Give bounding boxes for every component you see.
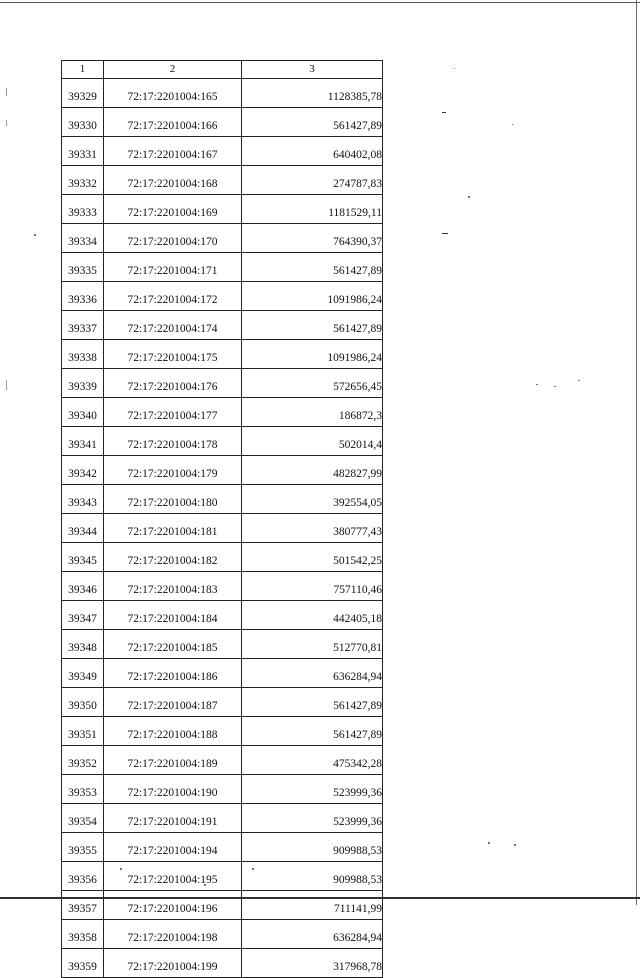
table-row	[62, 543, 383, 572]
scan-mark	[442, 112, 446, 113]
row-number: 39344	[62, 514, 104, 543]
cadastral-value: 317968,78	[242, 949, 383, 978]
cadastral-value-table	[61, 60, 383, 978]
cadastral-number: 72:17:2201004:180	[104, 485, 242, 514]
cadastral-value: 274787,83	[242, 166, 383, 195]
cadastral-number: 72:17:2201004:177	[104, 398, 242, 427]
cadastral-value: 512770,81	[242, 630, 383, 659]
table-row	[62, 282, 383, 311]
cadastral-value: 1091986,24	[242, 340, 383, 369]
cadastral-number: 72:17:2201004:172	[104, 282, 242, 311]
cadastral-value: 475342,28	[242, 746, 383, 775]
table-row	[62, 79, 383, 108]
cadastral-number: 72:17:2201004:182	[104, 543, 242, 572]
cadastral-value: 711141,99	[242, 891, 383, 920]
cadastral-value: 392554,05	[242, 485, 383, 514]
table-row	[62, 456, 383, 485]
cadastral-number: 72:17:2201004:174	[104, 311, 242, 340]
row-number: 39353	[62, 775, 104, 804]
scan-speck	[554, 386, 556, 387]
row-number: 39358	[62, 920, 104, 949]
row-number: 39333	[62, 195, 104, 224]
row-number: 39351	[62, 717, 104, 746]
row-number: 39330	[62, 108, 104, 137]
table-row	[62, 137, 383, 166]
cadastral-number: 72:17:2201004:190	[104, 775, 242, 804]
scan-speck	[512, 124, 513, 125]
cadastral-value: 186872,3	[242, 398, 383, 427]
scan-mark	[6, 88, 7, 96]
cadastral-value: 561427,89	[242, 253, 383, 282]
row-number: 39354	[62, 804, 104, 833]
scan-speck	[468, 196, 470, 198]
cadastral-number: 72:17:2201004:168	[104, 166, 242, 195]
cadastral-number: 72:17:2201004:199	[104, 949, 242, 978]
page-right-edge	[636, 0, 637, 905]
table-row	[62, 514, 383, 543]
table-row	[62, 717, 383, 746]
row-number: 39349	[62, 659, 104, 688]
table-row	[62, 630, 383, 659]
cadastral-number: 72:17:2201004:169	[104, 195, 242, 224]
table-header-row	[62, 61, 383, 79]
cadastral-value: 502014,4	[242, 427, 383, 456]
row-number: 39350	[62, 688, 104, 717]
row-number: 39338	[62, 340, 104, 369]
table-row	[62, 398, 383, 427]
cadastral-value: 764390,37	[242, 224, 383, 253]
cadastral-value: 1181529,11	[242, 195, 383, 224]
row-number: 39346	[62, 572, 104, 601]
table-row	[62, 775, 383, 804]
table-row	[62, 485, 383, 514]
table-row	[62, 253, 383, 282]
table-row	[62, 891, 383, 920]
cadastral-value: 909988,53	[242, 833, 383, 862]
cadastral-value: 523999,36	[242, 804, 383, 833]
row-number: 39340	[62, 398, 104, 427]
row-number: 39343	[62, 485, 104, 514]
table-row	[62, 746, 383, 775]
row-number: 39345	[62, 543, 104, 572]
cadastral-value: 523999,36	[242, 775, 383, 804]
table-row	[62, 862, 383, 891]
row-number: 39341	[62, 427, 104, 456]
row-number: 39334	[62, 224, 104, 253]
scan-mark	[6, 120, 7, 126]
table-row	[62, 659, 383, 688]
cadastral-number: 72:17:2201004:191	[104, 804, 242, 833]
table-row	[62, 340, 383, 369]
page-top-border	[0, 2, 640, 3]
column-header-1: 1	[62, 61, 104, 79]
cadastral-value: 501542,25	[242, 543, 383, 572]
row-number: 39359	[62, 949, 104, 978]
cadastral-number: 72:17:2201004:185	[104, 630, 242, 659]
cadastral-value: 1091986,24	[242, 282, 383, 311]
scan-speck	[488, 842, 490, 844]
cadastral-value: 572656,45	[242, 369, 383, 398]
cadastral-value: 561427,89	[242, 108, 383, 137]
cadastral-number: 72:17:2201004:166	[104, 108, 242, 137]
cadastral-number: 72:17:2201004:175	[104, 340, 242, 369]
cadastral-number: 72:17:2201004:194	[104, 833, 242, 862]
row-number: 39356	[62, 862, 104, 891]
scan-mark	[442, 233, 448, 234]
scan-speck	[514, 844, 516, 846]
row-number: 39332	[62, 166, 104, 195]
cadastral-number: 72:17:2201004:195	[104, 862, 242, 891]
cadastral-value: 561427,89	[242, 688, 383, 717]
row-number: 39357	[62, 891, 104, 920]
cadastral-number: 72:17:2201004:178	[104, 427, 242, 456]
table-row	[62, 572, 383, 601]
cadastral-number: 72:17:2201004:189	[104, 746, 242, 775]
scan-speck	[578, 380, 580, 381]
row-number: 39337	[62, 311, 104, 340]
table-row	[62, 224, 383, 253]
cadastral-value: 561427,89	[242, 311, 383, 340]
cadastral-number: 72:17:2201004:186	[104, 659, 242, 688]
row-number: 39347	[62, 601, 104, 630]
row-number: 39336	[62, 282, 104, 311]
column-header-3: 3	[242, 61, 383, 79]
cadastral-number: 72:17:2201004:183	[104, 572, 242, 601]
table-row	[62, 804, 383, 833]
table-row	[62, 108, 383, 137]
cadastral-number: 72:17:2201004:167	[104, 137, 242, 166]
table-row	[62, 833, 383, 862]
row-number: 39339	[62, 369, 104, 398]
cadastral-number: 72:17:2201004:187	[104, 688, 242, 717]
cadastral-value: 561427,89	[242, 717, 383, 746]
cadastral-value: 380777,43	[242, 514, 383, 543]
scan-speck	[34, 234, 36, 236]
row-number: 39352	[62, 746, 104, 775]
cadastral-number: 72:17:2201004:196	[104, 891, 242, 920]
row-number: 39355	[62, 833, 104, 862]
cadastral-number: 72:17:2201004:176	[104, 369, 242, 398]
cadastral-number: 72:17:2201004:165	[104, 79, 242, 108]
cadastral-value: 640402,08	[242, 137, 383, 166]
table-row	[62, 195, 383, 224]
table-row	[62, 920, 383, 949]
cadastral-number: 72:17:2201004:179	[104, 456, 242, 485]
cadastral-number: 72:17:2201004:170	[104, 224, 242, 253]
cadastral-value: 757110,46	[242, 572, 383, 601]
row-number: 39335	[62, 253, 104, 282]
table-row	[62, 427, 383, 456]
row-number: 39342	[62, 456, 104, 485]
table-row	[62, 949, 383, 978]
row-number: 39348	[62, 630, 104, 659]
cadastral-value: 442405,18	[242, 601, 383, 630]
cadastral-number: 72:17:2201004:198	[104, 920, 242, 949]
table-row	[62, 688, 383, 717]
row-number: 39331	[62, 137, 104, 166]
table-body	[62, 79, 383, 978]
cadastral-value: 636284,94	[242, 920, 383, 949]
cadastral-number: 72:17:2201004:184	[104, 601, 242, 630]
cadastral-number: 72:17:2201004:188	[104, 717, 242, 746]
cadastral-number: 72:17:2201004:181	[104, 514, 242, 543]
cadastral-number: 72:17:2201004:171	[104, 253, 242, 282]
table-row	[62, 311, 383, 340]
scan-speck	[454, 68, 455, 69]
table-row	[62, 601, 383, 630]
column-header-2: 2	[104, 61, 242, 79]
cadastral-value: 482827,99	[242, 456, 383, 485]
row-number: 39329	[62, 79, 104, 108]
table-row	[62, 369, 383, 398]
scan-speck	[536, 384, 538, 385]
table-row	[62, 166, 383, 195]
scan-mark	[6, 380, 7, 390]
cadastral-value: 1128385,78	[242, 79, 383, 108]
cadastral-value: 636284,94	[242, 659, 383, 688]
cadastral-value: 909988,53	[242, 862, 383, 891]
